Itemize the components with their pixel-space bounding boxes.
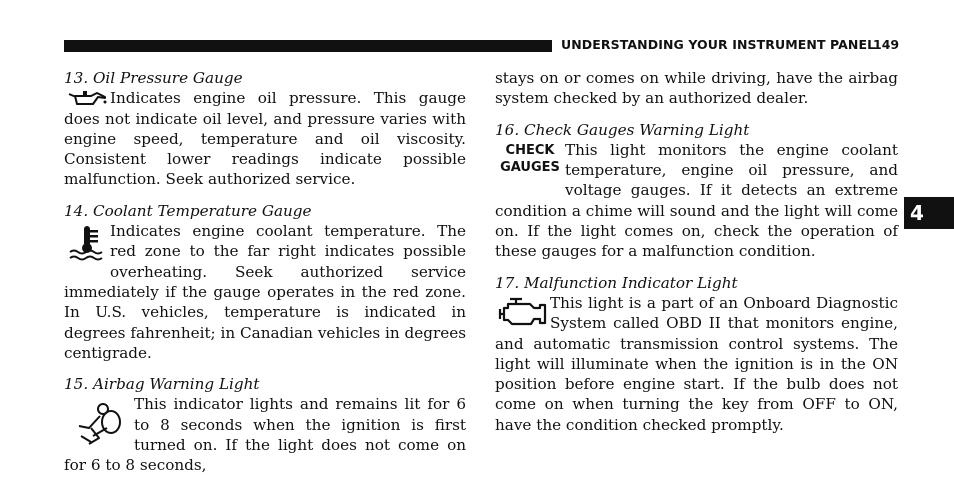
section-heading: 17. Malfunction Indicator Light xyxy=(495,273,738,292)
section-heading: 15. Airbag Warning Light xyxy=(64,375,260,394)
check-gauges-label-line2: GAUGES xyxy=(500,159,560,175)
chapter-tab xyxy=(904,197,954,229)
section-heading: 14. Coolant Temperature Gauge xyxy=(64,201,312,220)
header-rule xyxy=(64,40,552,52)
section-coolant-temperature xyxy=(64,201,466,363)
section-check-gauges xyxy=(495,120,898,262)
section-body: This indicator lights and remains lit for 6 to 8 seconds when the ignition is first turned on. If the light does not come on for 6 to 8 seconds, xyxy=(64,395,466,475)
section-body: This light is a part of an Onboard Diagnostic System called OBD II that monitors engine, and automatic transmission control systems. The light will illuminate when the ignition is in the ON position before engine start. If the bulb does not come on when turning the key from OFF to ON, have the condition checked promptly. xyxy=(495,293,898,434)
section-oil-pressure xyxy=(64,68,466,190)
left-column xyxy=(64,68,466,487)
right-column xyxy=(495,68,898,446)
section-heading: 13. Oil Pressure Gauge xyxy=(64,69,243,87)
airbag-icon xyxy=(64,394,134,454)
oil-can-icon xyxy=(64,88,110,108)
section-malfunction-indicator xyxy=(495,273,898,435)
running-header-title: UNDERSTANDING YOUR INSTRUMENT PANEL xyxy=(561,37,876,52)
check-engine-icon xyxy=(495,293,550,331)
section-heading: 16. Check Gauges Warning Light xyxy=(495,120,750,139)
section-body: Indicates engine oil pressure. This gauge does not indicate oil level, and pressure varies with engine speed, temperature and oil viscosity. Consistent lower readings indicate possible malfunction. Seek authorized service. xyxy=(64,89,466,189)
continued-text: stays on or comes on while driving, have the airbag system checked by an authorized dealer. xyxy=(495,69,898,108)
check-gauges-icon xyxy=(495,140,565,200)
check-gauges-label-line1: CHECK xyxy=(505,142,555,158)
coolant-temperature-icon xyxy=(64,223,110,263)
section-airbag-warning xyxy=(64,374,466,475)
section-body: Indicates engine coolant temperature. The red zone to the far right indicates possible overheating. Seek authorized service immediately if the gauge operates in the red zone. In U.S. vehicles, temperature is indicated in degrees fahrenheit; in Canadian vehicles in degrees centigrade. xyxy=(64,222,466,362)
chapter-tab-number: 4 xyxy=(910,201,924,225)
page-number: 149 xyxy=(873,37,900,52)
section-body: This light monitors the engine coolant temperature, engine oil pressure, and voltage gauges. If it detects an extreme condition a chime will sound and the light will come on. If the light comes on, check the operation of these gauges for a malfunction condition. xyxy=(495,140,898,261)
